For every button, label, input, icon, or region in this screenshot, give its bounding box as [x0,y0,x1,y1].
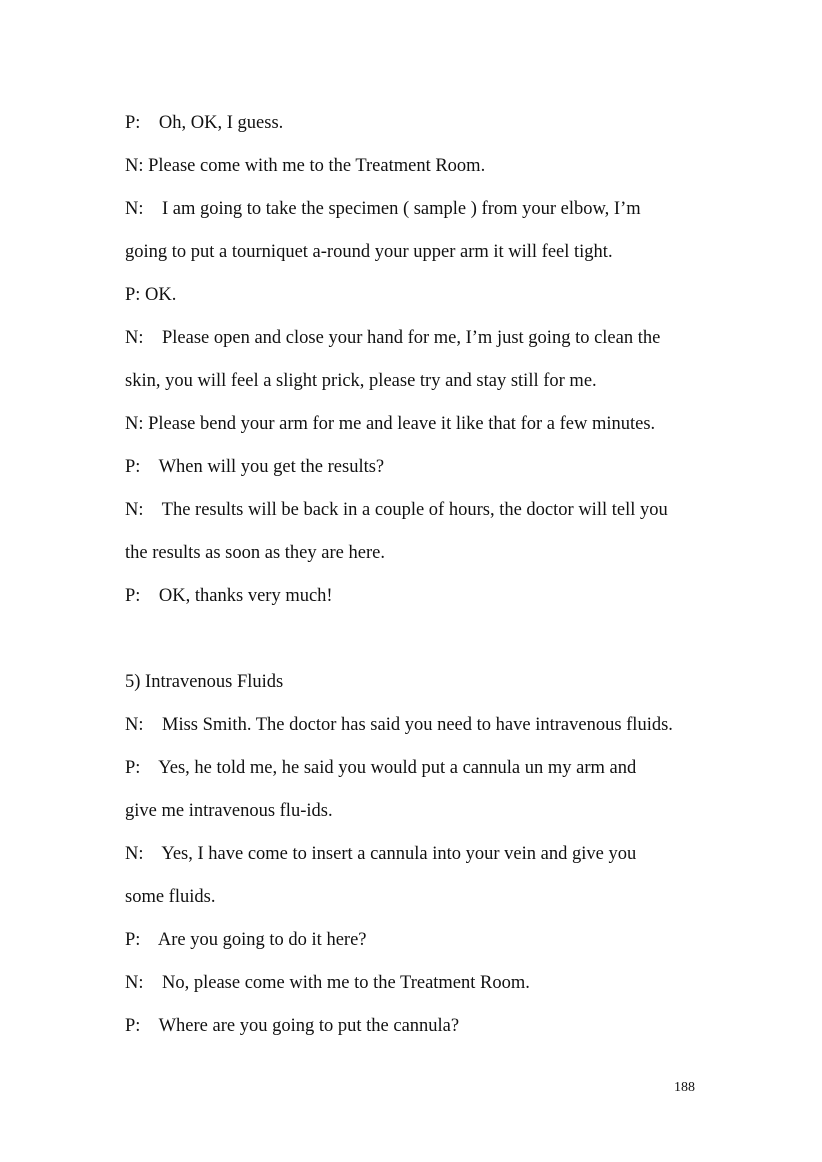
text-line: N: Please come with me to the Treatment Room. [125,156,486,176]
text-line: give me intravenous flu-ids. [125,801,333,821]
text-line: N: The results will be back in a couple of hours, the doctor will tell you [125,500,668,520]
text-line: N: Please open and close your hand for me, I’m just going to clean the [125,328,661,348]
text-line: P: When will you get the results? [125,457,385,477]
text-line: N: Miss Smith. The doctor has said you need to have intravenous fluids. [125,715,673,735]
text-line: the results as soon as they are here. [125,543,385,563]
text-line: P: Where are you going to put the cannula? [125,1016,460,1036]
text-line: P: Are you going to do it here? [125,930,367,950]
text-line: some fluids. [125,887,216,907]
text-line: skin, you will feel a slight prick, please try and stay still for me. [125,371,597,391]
text-line: N: Yes, I have come to insert a cannula into your vein and give you [125,844,637,864]
text-line: P: OK, thanks very much! [125,586,333,606]
text-line: N: I am going to take the specimen ( sample ) from your elbow, I’m [125,199,641,219]
page-number: 188 [674,1080,695,1095]
text-line: P: OK. [125,285,177,305]
text-line: P: Oh, OK, I guess. [125,113,284,133]
text-line: P: Yes, he told me, he said you would put a cannula un my arm and [125,758,637,778]
section-heading: 5) Intravenous Fluids [125,672,284,692]
text-line: N: No, please come with me to the Treatment Room. [125,973,530,993]
text-line: going to put a tourniquet a-round your upper arm it will feel tight. [125,242,613,262]
text-line: N: Please bend your arm for me and leave it like that for a few minutes. [125,414,656,434]
